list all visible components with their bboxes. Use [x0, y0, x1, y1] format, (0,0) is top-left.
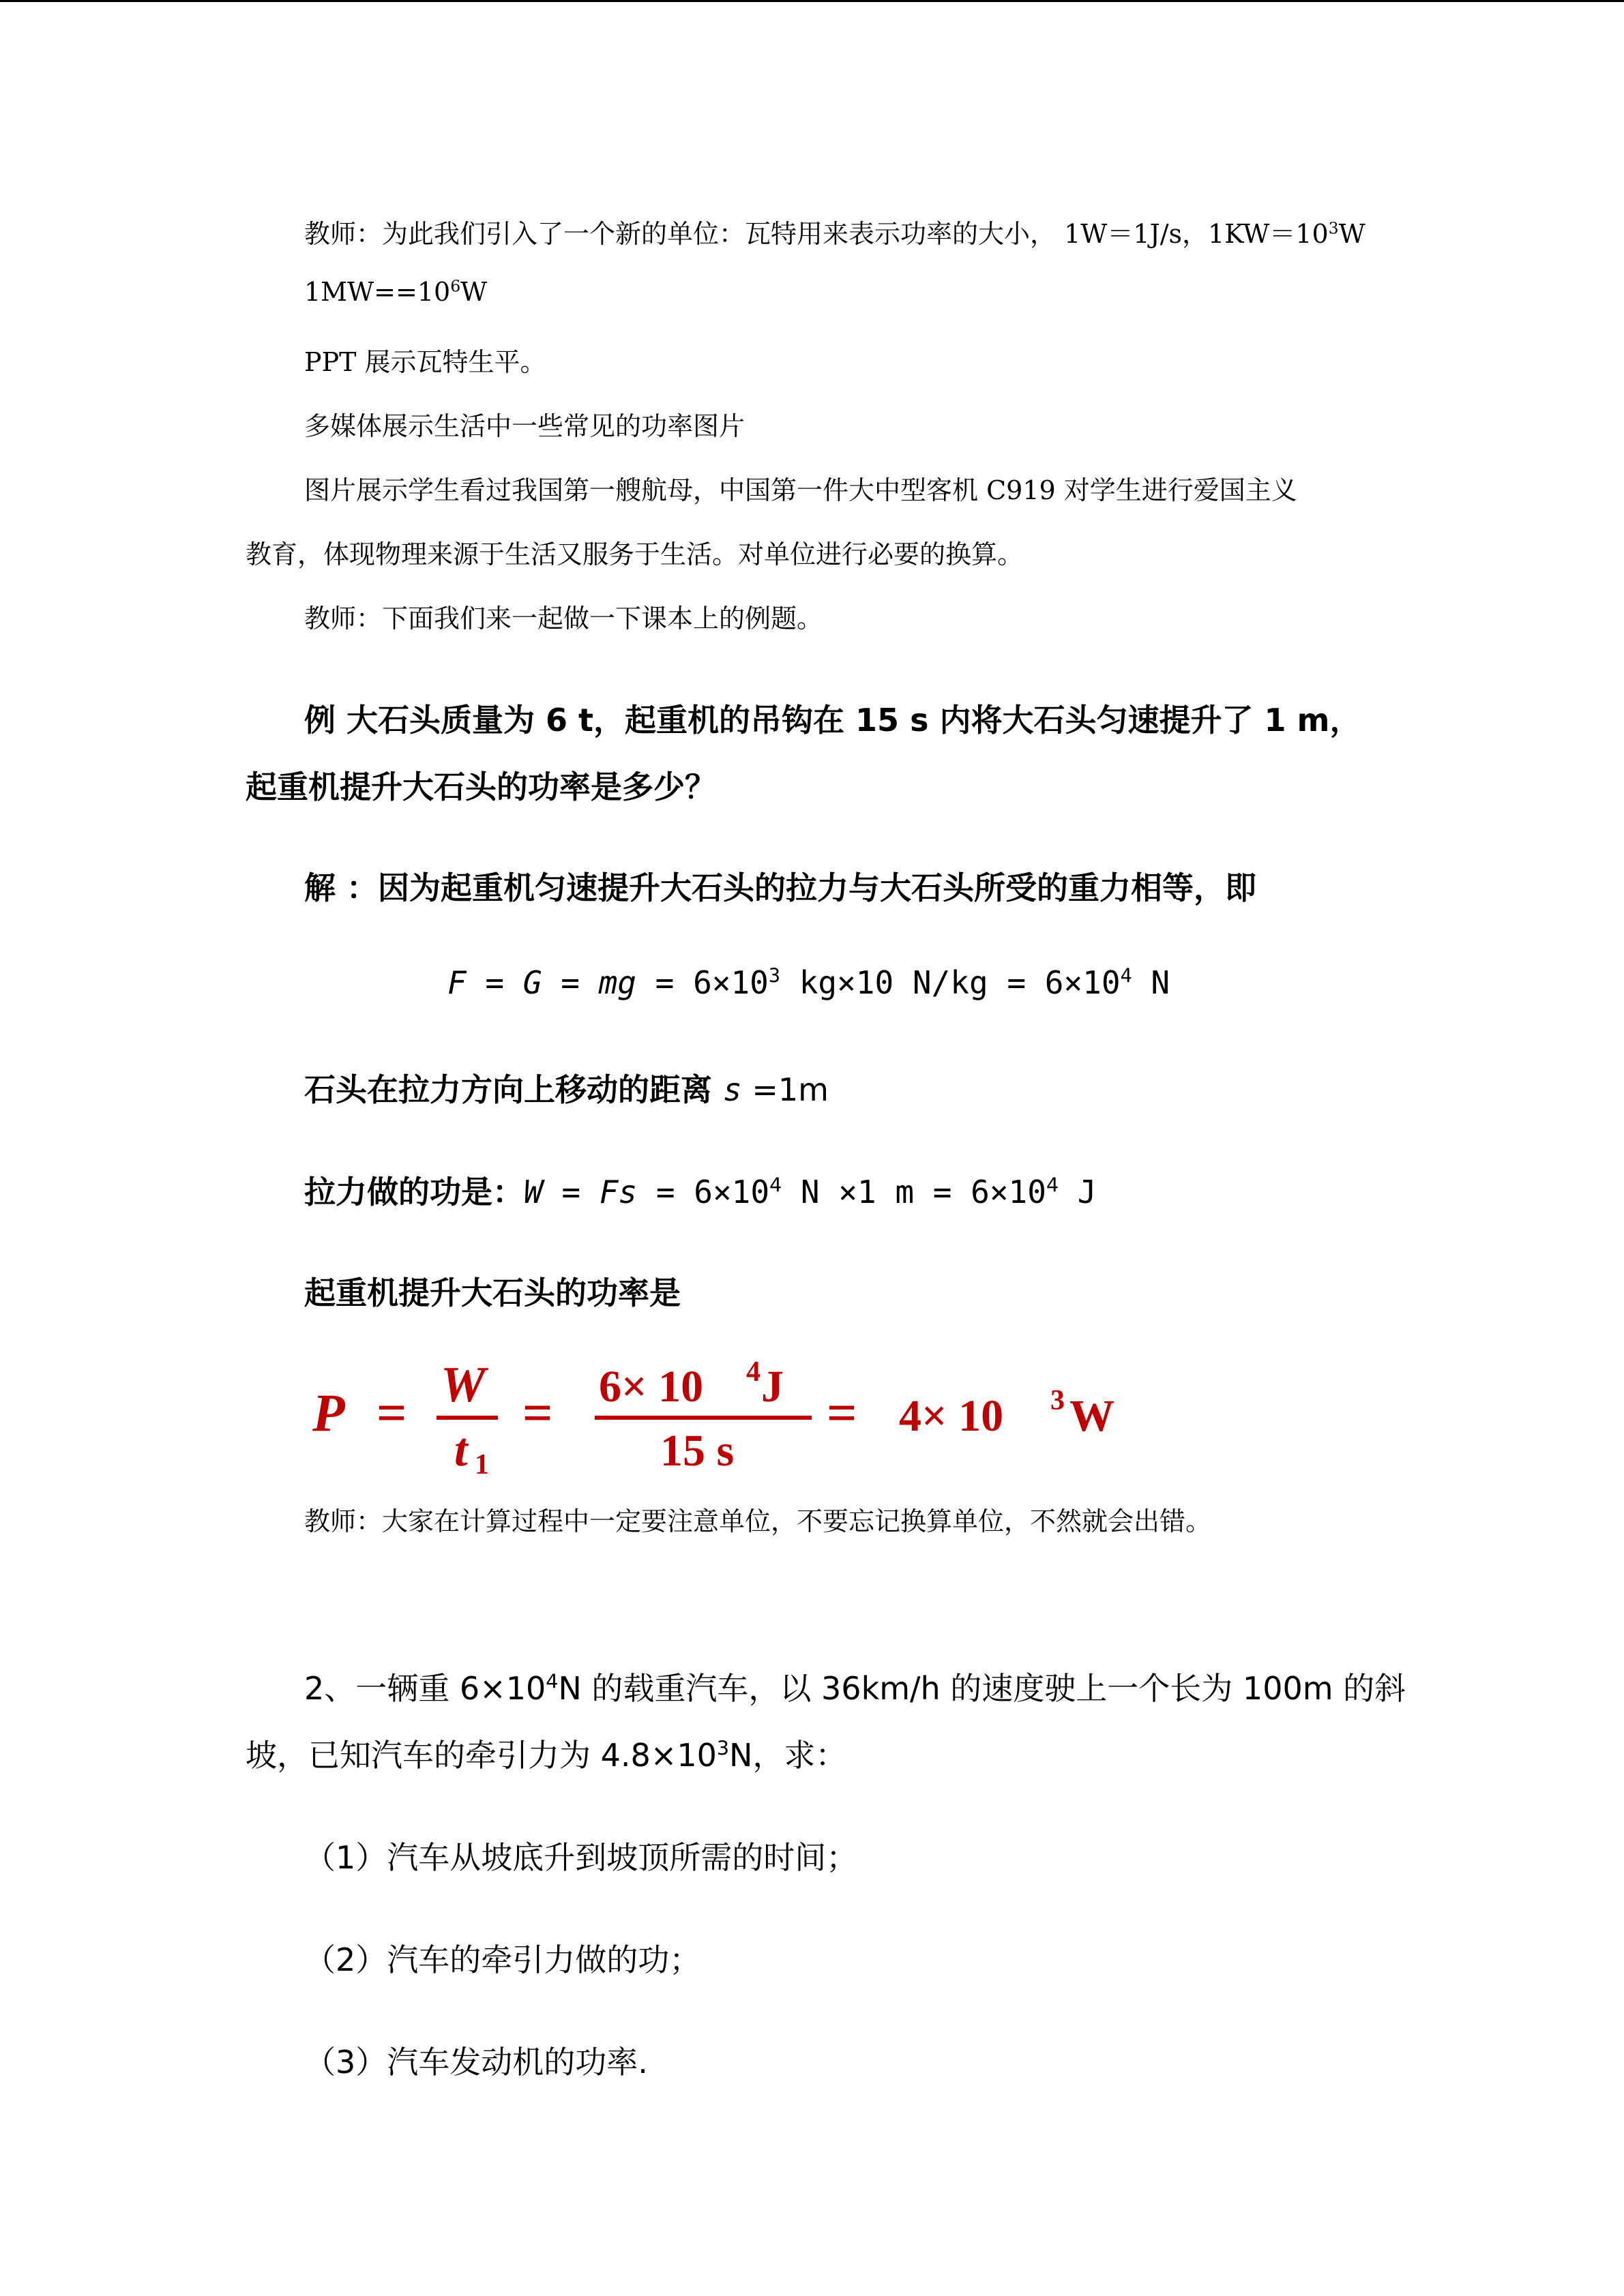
- text: W: [1338, 219, 1365, 249]
- formula-eq2: =: [522, 1383, 553, 1442]
- power-lead: 起重机提升大石头的功率是: [304, 1274, 681, 1311]
- fraction-bar-2: [595, 1416, 812, 1420]
- text: =: [542, 1174, 600, 1210]
- formula-result-sup: 3: [1050, 1385, 1065, 1416]
- var-fs: Fs: [599, 1174, 638, 1210]
- formula-t: t: [454, 1424, 468, 1476]
- paragraph-multimedia: 多媒体展示生活中一些常见的功率图片: [304, 411, 745, 441]
- example-question-line1: 例 大石头质量为 6 t，起重机的吊钩在 15 s 内将大石头匀速提升了 1 m，: [304, 702, 1361, 739]
- text: =1m: [741, 1071, 829, 1108]
- text: 石头在拉力方向上移动的距离: [304, 1071, 724, 1108]
- superscript: 4: [769, 1174, 782, 1197]
- var-f: F: [447, 964, 467, 1001]
- text: 教师：为此我们引入了一个新的单位：瓦特用来表示功率的大小， 1W＝1J/s，1KW＝10: [304, 219, 1329, 249]
- var-mg: mg: [598, 964, 636, 1001]
- formula-result: 4× 10: [899, 1391, 1004, 1441]
- question2-line2: [246, 1731, 846, 1776]
- text: 拉力做的功是：: [304, 1174, 524, 1210]
- formula-w: W: [441, 1357, 486, 1413]
- power-formula-svg: [311, 1354, 1198, 1490]
- formula-eq3: =: [827, 1383, 857, 1442]
- paragraph-ppt-watt: PPT 展示瓦特生平。: [304, 347, 546, 377]
- question2-part2: （2）汽车的牵引力做的功；: [304, 1941, 701, 1978]
- distance-line: [304, 1065, 829, 1110]
- work-line: [304, 1167, 1097, 1212]
- formula-result-unit: W: [1069, 1391, 1114, 1441]
- formula-denominator: 15 s: [660, 1426, 735, 1476]
- superscript: 4: [1120, 964, 1132, 987]
- text: 1MW==10: [304, 277, 451, 307]
- text: = 6×10: [637, 1174, 770, 1210]
- text: N 的载重汽车，以 36km/h 的速度驶上一个长为 100m 的斜: [558, 1670, 1406, 1707]
- teacher-unit-note: 教师：大家在计算过程中一定要注意单位，不要忘记换算单位，不然就会出错。: [304, 1506, 1212, 1536]
- var-s: s: [723, 1071, 742, 1108]
- formula-numerator: 6× 10: [599, 1362, 704, 1412]
- text: J: [1059, 1174, 1097, 1210]
- paragraph-pictures: 图片展示学生看过我国第一艘航母，中国第一件大中型客机 C919 对学生进行爱国主义: [304, 475, 1297, 505]
- superscript: 4: [546, 1670, 559, 1693]
- superscript: 3: [1328, 218, 1339, 238]
- text: 坡，已知汽车的牵引力为 4.8×10: [246, 1737, 717, 1774]
- question2-line1: [304, 1664, 1406, 1709]
- question2-part3: （3）汽车发动机的功率.: [304, 2044, 648, 2081]
- superscript: 3: [768, 964, 781, 987]
- var-w: W: [524, 1174, 543, 1210]
- formula-eq1: =: [377, 1383, 407, 1442]
- formula-t-sub: 1: [475, 1449, 489, 1480]
- formula-numerator-unit: J: [761, 1362, 784, 1412]
- paragraph-teacher-example: 教师：下面我们来一起做一下课本上的例题。: [304, 603, 823, 633]
- text: = 6×10: [636, 964, 769, 1001]
- equation-force: [447, 964, 1170, 1001]
- text: N，求：: [729, 1737, 847, 1774]
- text: 2、一辆重 6×10: [304, 1670, 546, 1707]
- paragraph-watt-unit: [304, 213, 1365, 250]
- formula-p: P: [312, 1383, 345, 1442]
- text: kg×10 N/kg = 6×10: [780, 964, 1121, 1001]
- example-question-line2: 起重机提升大石头的功率是多少？: [246, 769, 716, 805]
- superscript: 3: [716, 1737, 730, 1760]
- text: N ×1 m = 6×10: [782, 1174, 1046, 1210]
- superscript: 4: [1046, 1174, 1059, 1197]
- fraction-bar-1: [437, 1416, 498, 1420]
- text: =: [466, 964, 523, 1001]
- var-g: G: [522, 964, 542, 1001]
- text: =: [542, 964, 599, 1001]
- paragraph-megawatt: [304, 277, 487, 307]
- superscript: 6: [450, 276, 461, 296]
- paragraph-pictures-cont: 教育，体现物理来源于生活又服务于生活。对单位进行必要的换算。: [246, 539, 1024, 569]
- solution-intro: 解 ：因为起重机匀速提升大石头的拉力与大石头所受的重力相等，即: [304, 869, 1257, 906]
- formula-numerator-sup: 4: [746, 1356, 761, 1388]
- text: N: [1132, 964, 1170, 1001]
- power-formula: [311, 1354, 1198, 1490]
- text: W: [460, 277, 488, 307]
- question2-part1: （1）汽车从坡底升到坡顶所需的时间；: [304, 1839, 858, 1876]
